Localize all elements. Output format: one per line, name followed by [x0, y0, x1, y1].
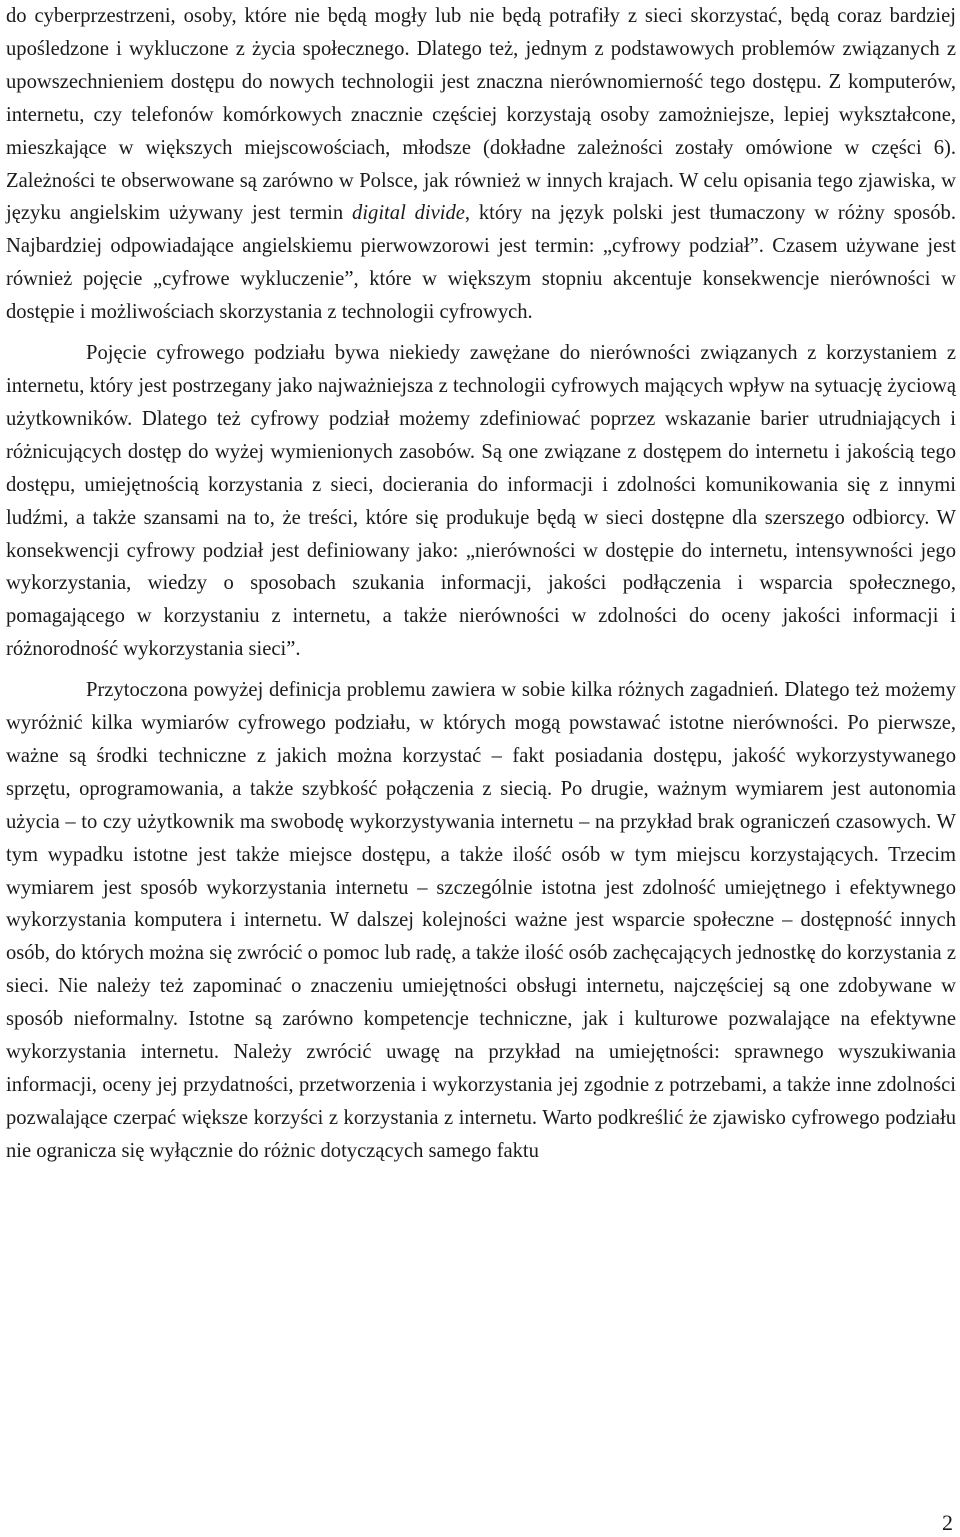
text-run: do cyberprzestrzeni, osoby, które nie będą mogły lub nie będą potrafiły z sieci skorzystać, będą coraz bardziej upośledzone i wykluczone z życia społecznego. Dlatego też, jednym z podstawowych problemów związanych z upowszechnieniem dostępu do nowych technologii jest znaczna nierównomierność tego dostępu. Z komputerów, internetu, czy telefonów komórkowych znacznie częściej korzystają osoby zamożniejsze, lepiej wykształcone, mieszkające w większych miejscowościach, młodsze (dokładne zależności zostały omówione w części 6). Zależności te obserwowane są zarówno w Polsce, jak również w innych krajach. W celu opisania tego zjawiska, w języku angielskim używany jest termin [6, 5, 956, 225]
text-run: , który na język polski jest tłumaczony w różny sposób. Najbardziej odpowiadające angielskiemu pierwowzorowi jest termin: „cyfrowy podział”. Czasem używane jest również pojęcie „cyfrowe wykluczenie”, które w większym stopniu akcentuje konsekwencje nierówności w dostępie i możliwościach skorzystania z technologii cyfrowych. [6, 202, 956, 324]
document-body [6, 0, 956, 1168]
document-page [6, 0, 956, 1537]
paragraph [6, 0, 956, 329]
text-run: Przytoczona powyżej definicja problemu zawiera w sobie kilka różnych zagadnień. Dlatego też możemy wyróżnić kilka wymiarów cyfrowego podziału, w których mogą powstawać istotne nierówności. Po pierwsze, ważne są środki techniczne z jakich można korzystać – fakt posiadania dostępu, jakość wykorzystywanego sprzętu, oprogramowania, a także szybkość połączenia z siecią. Po drugie, ważnym wymiarem jest autonomia użycia – to czy użytkownik ma swobodę wykorzystywania internetu – na przykład brak ograniczeń czasowych. W tym wypadku istotne jest także miejsce dostępu, a także ilość osób w tym miejscu korzystających. Trzecim wymiarem jest sposób wykorzystania internetu – szczególnie istotna jest zdolność umiejętnego i efektywnego wykorzystania komputera i internetu. W dalszej kolejności ważne jest wsparcie społeczne – dostępność innych osób, do których można się zwrócić o pomoc lub radę, a także ilość osób zachęcających jednostkę do korzystania z sieci. Nie należy też zapominać o znaczeniu umiejętności obsługi internetu, najczęściej są one zdobywane w sposób nieformalny. Istotne są zarówno kompetencje techniczne, jak i kulturowe pozwalające na efektywne wykorzystania internetu. Należy zwrócić uwagę na przykład na umiejętności: sprawnego wyszukiwania informacji, oceny jej przydatności, przetworzenia i wykorzystania jej zgodnie z potrzebami, a także inne zdolności pozwalające czerpać większe korzyści z korzystania z internetu. Warto podkreślić że zjawisko cyfrowego podziału nie ogranicza się wyłącznie do różnic dotyczących samego faktu [6, 679, 956, 1162]
page-number: 2 [942, 1510, 953, 1535]
text-run: Pojęcie cyfrowego podziału bywa niekiedy zawężane do nierówności związanych z korzystaniem z internetu, który jest postrzegany jako najważniejsza z technologii cyfrowych mających wpływ na sytuację życiową użytkowników. Dlatego też cyfrowy podział możemy zdefiniować poprzez wskazanie barier utrudniających i różnicujących dostęp do wyżej wymienionych zasobów. Są one związane z dostępem do internetu i jakością tego dostępu, umiejętnością korzystania z sieci, docierania do informacji i zdolności komunikowania się z innymi ludźmi, a także szansami na to, że treści, które się produkuje będą w sieci dostępne dla szerszego odbiorcy. W konsekwencji cyfrowy podział jest definiowany jako: „nierówności w dostępie do internetu, intensywności jego wykorzystania, wiedzy o sposobach szukania informacji, jakości podłączenia i wsparcia społecznego, pomagającego w korzystaniu z internetu, a także nierówności w zdolności do oceny jakości informacji i różnorodność wykorzystania sieci”. [6, 342, 956, 661]
paragraph [6, 337, 956, 666]
paragraph [6, 674, 956, 1168]
italic-term: digital divide [352, 202, 465, 225]
